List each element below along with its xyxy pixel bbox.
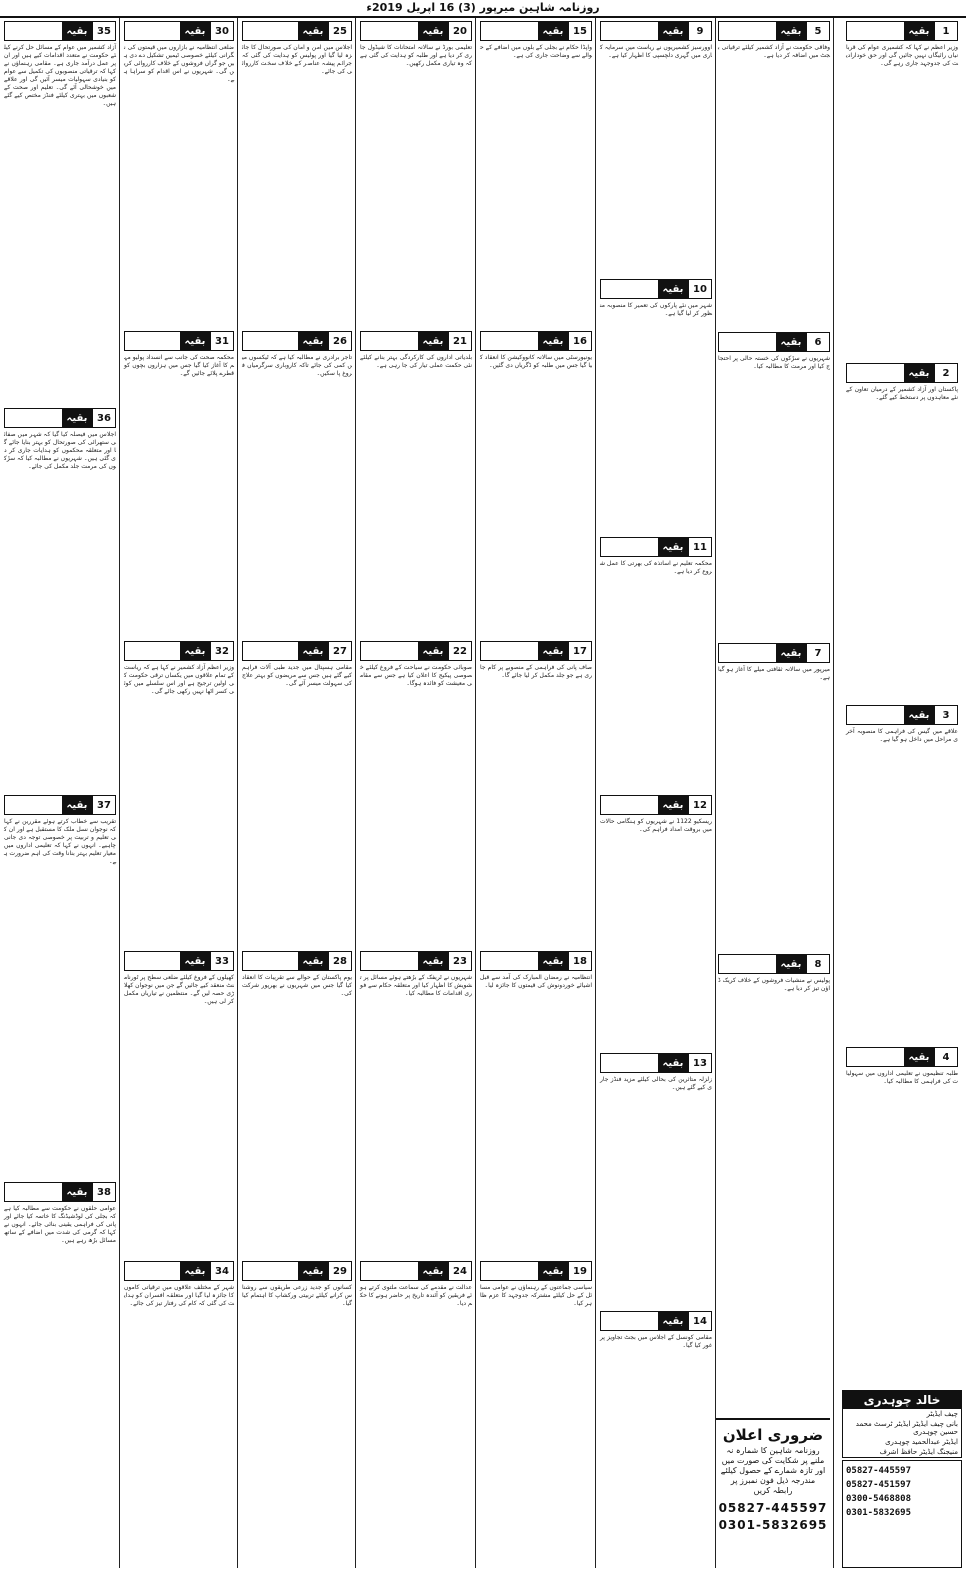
- tag-fill: [361, 332, 418, 350]
- notice-title: ضروری اعلان: [722, 1426, 824, 1444]
- continuation-label: بقیہ: [904, 706, 934, 724]
- continuation-label: بقیہ: [62, 409, 92, 427]
- item-number: 3: [934, 706, 957, 724]
- tag-fill: [481, 22, 538, 40]
- news-item: [358, 1258, 474, 1568]
- continuation-label: بقیہ: [298, 642, 328, 660]
- editor-box: [842, 1390, 962, 1458]
- item-number: 23: [448, 952, 471, 970]
- continuation-tag: [718, 643, 830, 663]
- tag-fill: [719, 644, 776, 662]
- article-text: اجلاس میں فیصلہ کیا گیا کہ شہر میں صفائی ستھرائی کی صورتحال کو بہتر بنایا جائے گا اور متعلقہ محکموں کو ہدایات جاری کر دی گئی ہیں۔ شہریوں نے مطالبہ کیا کہ سڑکوں کی مرمت جلد مکمل کی جائے۔: [4, 431, 116, 470]
- item-number: 26: [328, 332, 351, 350]
- item-number: 33: [210, 952, 233, 970]
- column-rule: [237, 18, 238, 1568]
- founder-line: بانی چیف ایڈیٹر ایڈیٹر ٹرسٹ محمد حسین چوہدری: [855, 1420, 958, 1436]
- item-number: 15: [568, 22, 591, 40]
- news-item: [478, 328, 594, 638]
- item-number: 28: [328, 952, 351, 970]
- continuation-tag: [480, 1261, 592, 1281]
- continuation-label: بقیہ: [298, 22, 328, 40]
- tag-fill: [361, 642, 418, 660]
- continuation-label: بقیہ: [776, 333, 806, 351]
- article-text: مقامی کونسل کے اجلاس میں بجٹ تجاویز پر غور کیا گیا۔: [600, 1334, 712, 1349]
- continuation-label: بقیہ: [658, 796, 688, 814]
- article-text: وزیر اعظم آزاد کشمیر نے کہا ہے کہ ریاست کے تمام علاقوں میں یکساں ترقی حکومت کی اولین ترجیح ہے اور اس سلسلے میں کوئی کسر اٹھا نہیں رکھی جائے گی۔: [123, 664, 234, 695]
- news-item: [240, 1258, 354, 1568]
- item-number: 14: [688, 1312, 711, 1330]
- continuation-tag: [846, 1047, 958, 1067]
- item-number: 7: [806, 644, 829, 662]
- tag-fill: [847, 22, 904, 40]
- news-item: [478, 638, 594, 948]
- continuation-label: بقیہ: [298, 1262, 328, 1280]
- item-number: 18: [568, 952, 591, 970]
- news-item: [716, 329, 832, 640]
- item-number: 16: [568, 332, 591, 350]
- continuation-label: بقیہ: [776, 22, 806, 40]
- news-item: [844, 702, 960, 1044]
- chief-editor-label: چیف ایڈیٹر: [926, 1410, 958, 1418]
- news-item: [2, 792, 118, 1179]
- continuation-tag: [600, 795, 712, 815]
- article-text: صوبائی حکومت نے سیاحت کے فروغ کیلئے خصوصی پیکیج کا اعلان کیا ہے جس سے مقامی معیشت کو فائدہ ہوگا۔: [360, 664, 472, 687]
- article-text: محکمہ صحت کی جانب سے انسداد پولیو مہم کا آغاز کیا گیا جس میں ہزاروں بچوں کو قطرے پلائے جائیں گے۔: [124, 354, 234, 377]
- item-number: 13: [688, 1054, 711, 1072]
- continuation-label: بقیہ: [658, 280, 688, 298]
- news-column: [842, 18, 962, 1386]
- item-number: 30: [210, 22, 233, 40]
- continuation-tag: [600, 21, 712, 41]
- article-text: انتظامیہ نے رمضان المبارک کی آمد سے قبل اشیائے خوردونوش کی قیمتوں کا جائزہ لیا۔: [480, 974, 592, 989]
- news-item: [844, 360, 960, 702]
- article-text: زلزلہ متاثرین کی بحالی کیلئے مزید فنڈز جاری کیے گئے ہیں۔: [600, 1076, 712, 1091]
- item-number: 5: [806, 22, 829, 40]
- item-number: 24: [448, 1262, 471, 1280]
- item-number: 25: [328, 22, 351, 40]
- continuation-tag: [846, 363, 958, 383]
- tag-fill: [847, 1048, 904, 1066]
- continuation-tag: [360, 951, 472, 971]
- item-number: 1: [934, 22, 957, 40]
- news-item: [598, 18, 714, 276]
- continuation-label: بقیہ: [904, 22, 934, 40]
- tag-fill: [361, 22, 418, 40]
- news-item: [240, 328, 354, 638]
- continuation-label: بقیہ: [658, 538, 688, 556]
- news-item: [478, 18, 594, 328]
- news-item: [478, 948, 594, 1258]
- continuation-tag: [480, 951, 592, 971]
- item-number: 21: [448, 332, 471, 350]
- continuation-label: بقیہ: [658, 22, 688, 40]
- notice-phone: 0301-5832695: [718, 1518, 828, 1532]
- continuation-tag: [4, 408, 116, 428]
- continuation-tag: [360, 331, 472, 351]
- continuation-tag: [718, 21, 830, 41]
- continuation-tag: [242, 951, 352, 971]
- continuation-label: بقیہ: [658, 1054, 688, 1072]
- article-text: شہریوں نے سڑکوں کی خستہ حالی پر احتجاج کیا اور مرمت کا مطالبہ کیا۔: [718, 355, 830, 370]
- article-text: واپڈا حکام نے بجلی کے بلوں میں اضافے کے حوالے سے وضاحت جاری کی ہے۔: [480, 44, 592, 59]
- phone-list: [842, 1460, 962, 1568]
- continuation-tag: [124, 951, 234, 971]
- item-number: 31: [210, 332, 233, 350]
- tag-fill: [5, 1183, 62, 1201]
- news-item: [122, 328, 236, 638]
- tag-fill: [481, 1262, 538, 1280]
- news-column: [240, 18, 354, 1568]
- item-number: 4: [934, 1048, 957, 1066]
- news-column: [716, 18, 832, 1568]
- continuation-label: بقیہ: [904, 1048, 934, 1066]
- news-item: [598, 276, 714, 534]
- continuation-label: بقیہ: [62, 796, 92, 814]
- continuation-tag: [4, 795, 116, 815]
- tag-fill: [481, 332, 538, 350]
- continuation-tag: [4, 1182, 116, 1202]
- continuation-label: بقیہ: [538, 1262, 568, 1280]
- item-number: 11: [688, 538, 711, 556]
- continuation-label: بقیہ: [418, 1262, 448, 1280]
- notice-phone: 05827-445597: [718, 1501, 828, 1515]
- column-rule: [833, 18, 834, 1568]
- news-item: [240, 18, 354, 328]
- continuation-tag: [480, 331, 592, 351]
- news-item: [2, 18, 118, 405]
- continuation-tag: [718, 332, 830, 352]
- news-item: [2, 1179, 118, 1566]
- continuation-tag: [600, 1311, 712, 1331]
- news-item: [844, 1044, 960, 1386]
- continuation-label: بقیہ: [180, 1262, 210, 1280]
- article-text: عوامی حلقوں نے حکومت سے مطالبہ کیا ہے کہ بجلی کی لوڈشیڈنگ کا خاتمہ کیا جائے اور پانی کی فراہمی یقینی بنائی جائے۔ انہوں نے کہا کہ گرمی کی شدت میں اضافے کے ساتھ مسائل بڑھ رہے ہیں۔: [4, 1205, 116, 1244]
- continuation-label: بقیہ: [298, 952, 328, 970]
- article-text: یوم پاکستان کے حوالے سے تقریبات کا انعقاد کیا گیا جس میں شہریوں نے بھرپور شرکت کی۔: [242, 974, 352, 997]
- continuation-label: بقیہ: [538, 332, 568, 350]
- article-text: ریسکیو 1122 نے شہریوں کو ہنگامی حالات میں بروقت امداد فراہم کی۔: [600, 818, 712, 833]
- column-rule: [475, 18, 476, 1568]
- article-text: وزیر اعظم نے کہا کہ کشمیری عوام کی قربانیاں رائیگاں نہیں جائیں گی اور حق خودارادیت کی جدوجہد جاری رہے گی۔: [846, 44, 958, 67]
- news-item: [716, 640, 832, 951]
- news-item: [598, 1050, 714, 1308]
- tag-fill: [601, 22, 658, 40]
- column-rule: [355, 18, 356, 1568]
- tag-fill: [125, 332, 180, 350]
- article-text: تاجر برادری نے مطالبہ کیا ہے کہ ٹیکسوں میں کمی کی جائے تاکہ کاروباری سرگرمیاں فروغ پا سکیں۔: [242, 354, 352, 377]
- article-text: آزاد کشمیر میں عوام کے مسائل حل کرنے کیلئے حکومت نے متعدد اقدامات کیے ہیں اور ان پر عمل درآمد جاری ہے۔ مقامی رہنماؤں نے کہا کہ ترقیاتی منصوبوں کی تکمیل سے عوام کو بنیادی سہولیات میسر آئیں گی اور علاقے میں خوشحالی آئے گی۔ تعلیم اور صحت کے شعبوں میں بہتری کیلئے فنڈز مختص کیے گئے ہیں۔: [4, 44, 116, 107]
- continuation-label: بقیہ: [658, 1312, 688, 1330]
- masthead: روزنامہ شاہین میرپور (3) 16 اپریل 2019ء: [0, 0, 966, 18]
- continuation-label: بقیہ: [904, 364, 934, 382]
- item-number: 35: [92, 22, 115, 40]
- news-item: [2, 405, 118, 792]
- continuation-tag: [480, 21, 592, 41]
- item-number: 19: [568, 1262, 591, 1280]
- notice-body: روزنامہ شاہین کا شمارہ نہ ملنے پر شکایت کی صورت میں اور تازہ شمارے کے حصول کیلئے مندرجہ ذیل فون نمبرز پر رابطہ کریں: [720, 1446, 826, 1495]
- item-number: 9: [688, 22, 711, 40]
- article-text: شہریوں نے ٹریفک کے بڑھتے ہوئے مسائل پر تشویش کا اظہار کیا اور متعلقہ حکام سے فوری اقدامات کا مطالبہ کیا۔: [360, 974, 472, 997]
- continuation-label: بقیہ: [418, 332, 448, 350]
- tag-fill: [243, 642, 298, 660]
- column-rule: [595, 18, 596, 1568]
- continuation-label: بقیہ: [180, 952, 210, 970]
- item-number: 29: [328, 1262, 351, 1280]
- continuation-tag: [718, 954, 830, 974]
- tag-fill: [481, 642, 538, 660]
- tag-fill: [125, 1262, 180, 1280]
- continuation-tag: [360, 21, 472, 41]
- article-text: علاقے میں گیس کی فراہمی کا منصوبہ آخری مراحل میں داخل ہو گیا ہے۔: [846, 728, 958, 743]
- article-text: وفاقی حکومت نے آزاد کشمیر کیلئے ترقیاتی بجٹ میں اضافہ کر دیا ہے۔: [718, 44, 830, 59]
- continuation-tag: [124, 331, 234, 351]
- item-number: 17: [568, 642, 591, 660]
- phone-number: 05827-451597: [846, 1480, 912, 1490]
- news-item: [122, 638, 236, 948]
- item-number: 32: [210, 642, 233, 660]
- article-text: ضلعی انتظامیہ نے بازاروں میں قیمتوں کی نگرانی کیلئے خصوصی ٹیمیں تشکیل دے دی ہیں جو گراں فروشوں کے خلاف کارروائی کریں گی۔ شہریوں نے اس اقدام کو سراہا ہے۔: [124, 44, 234, 83]
- news-item: [358, 638, 474, 948]
- news-column: [478, 18, 594, 1568]
- continuation-label: بقیہ: [62, 1183, 92, 1201]
- continuation-tag: [242, 331, 352, 351]
- article-text: اجلاس میں امن و امان کی صورتحال کا جائزہ لیا گیا اور پولیس کو ہدایت کی گئی کہ جرائم پیشہ عناصر کے خلاف سخت کارروائی کی جائے۔: [242, 44, 352, 75]
- phone-number: 05827-445597: [846, 1466, 912, 1476]
- article-text: صاف پانی کی فراہمی کے منصوبے پر کام جاری ہے جو جلد مکمل کر لیا جائے گا۔: [480, 664, 592, 679]
- item-number: 22: [448, 642, 471, 660]
- continuation-label: بقیہ: [538, 642, 568, 660]
- tag-fill: [719, 22, 776, 40]
- item-number: 10: [688, 280, 711, 298]
- tag-fill: [601, 1054, 658, 1072]
- tag-fill: [361, 952, 418, 970]
- article-text: بلدیاتی اداروں کی کارکردگی بہتر بنانے کیلئے نئی حکمت عملی تیار کی جا رہی ہے۔: [360, 354, 472, 369]
- article-text: طلبہ تنظیموں نے تعلیمی اداروں میں سہولیات کی فراہمی کا مطالبہ کیا۔: [846, 1070, 958, 1085]
- news-item: [716, 951, 832, 1262]
- news-item: [478, 1258, 594, 1568]
- news-column: [2, 18, 118, 1568]
- tag-fill: [125, 642, 180, 660]
- item-number: 38: [92, 1183, 115, 1201]
- tag-fill: [719, 955, 776, 973]
- tag-fill: [5, 409, 62, 427]
- tag-fill: [601, 1312, 658, 1330]
- article-text: پولیس نے منشیات فروشوں کے خلاف کریک ڈاؤن تیز کر دیا ہے۔: [718, 977, 830, 992]
- notice-box: [716, 1418, 830, 1568]
- phone-number: 0300-5468808: [846, 1494, 912, 1504]
- news-item: [598, 534, 714, 792]
- continuation-label: بقیہ: [418, 642, 448, 660]
- tag-fill: [601, 538, 658, 556]
- tag-fill: [243, 22, 298, 40]
- news-item: [598, 1308, 714, 1566]
- continuation-label: بقیہ: [180, 332, 210, 350]
- news-column: [598, 18, 714, 1568]
- tag-fill: [847, 364, 904, 382]
- continuation-tag: [360, 641, 472, 661]
- tag-fill: [847, 706, 904, 724]
- article-text: تعلیمی بورڈ نے سالانہ امتحانات کا شیڈول جاری کر دیا ہے اور طلبہ کو ہدایت کی گئی ہے کہ وہ تیاری مکمل رکھیں۔: [360, 44, 472, 67]
- continuation-label: بقیہ: [180, 642, 210, 660]
- news-item: [598, 792, 714, 1050]
- continuation-tag: [600, 537, 712, 557]
- article-text: پاکستان اور آزاد کشمیر کے درمیان تعاون کے نئے معاہدوں پر دستخط کیے گئے۔: [846, 386, 958, 401]
- managing-editor-line: منیجنگ ایڈیٹر حافظ اشرف: [879, 1448, 958, 1456]
- news-item: [122, 948, 236, 1258]
- tag-fill: [243, 1262, 298, 1280]
- tag-fill: [5, 796, 62, 814]
- tag-fill: [361, 1262, 418, 1280]
- continuation-tag: [124, 1261, 234, 1281]
- continuation-tag: [242, 21, 352, 41]
- continuation-label: بقیہ: [298, 332, 328, 350]
- article-text: شہر کے مختلف علاقوں میں ترقیاتی کاموں کا جائزہ لیا گیا اور متعلقہ افسران کو ہدایت کی گئی کہ کام کی رفتار تیز کی جائے۔: [124, 1284, 234, 1307]
- tag-fill: [125, 952, 180, 970]
- article-text: یونیورسٹی میں سالانہ کانووکیشن کا انعقاد کیا گیا جس میں طلبہ کو ڈگریاں دی گئیں۔: [480, 354, 592, 369]
- tag-fill: [601, 796, 658, 814]
- continuation-tag: [600, 1053, 712, 1073]
- continuation-label: بقیہ: [418, 22, 448, 40]
- continuation-label: بقیہ: [62, 22, 92, 40]
- continuation-label: بقیہ: [776, 644, 806, 662]
- tag-fill: [125, 22, 180, 40]
- continuation-tag: [846, 705, 958, 725]
- article-text: میرپور میں سالانہ ثقافتی میلے کا آغاز ہو گیا ہے۔: [718, 666, 830, 681]
- tag-fill: [481, 952, 538, 970]
- news-column: [122, 18, 236, 1568]
- continuation-label: بقیہ: [776, 955, 806, 973]
- item-number: 27: [328, 642, 351, 660]
- item-number: 20: [448, 22, 471, 40]
- tag-fill: [243, 952, 298, 970]
- item-number: 2: [934, 364, 957, 382]
- continuation-label: بقیہ: [418, 952, 448, 970]
- phone-number: 0301-5832695: [846, 1508, 912, 1518]
- continuation-label: بقیہ: [180, 22, 210, 40]
- article-text: محکمہ تعلیم نے اساتذہ کی بھرتی کا عمل شروع کر دیا ہے۔: [600, 560, 712, 575]
- item-number: 12: [688, 796, 711, 814]
- article-text: اوورسیز کشمیریوں نے ریاست میں سرمایہ کاری میں گہری دلچسپی کا اظہار کیا ہے۔: [600, 44, 712, 59]
- continuation-tag: [242, 641, 352, 661]
- article-text: سیاسی جماعتوں کے رہنماؤں نے عوامی مسائل کے حل کیلئے مشترکہ جدوجہد کا عزم ظاہر کیا۔: [480, 1284, 592, 1307]
- continuation-tag: [360, 1261, 472, 1281]
- article-text: عدالت نے مقدمے کی سماعت ملتوی کرتے ہوئے فریقین کو آئندہ تاریخ پر حاضر ہونے کا حکم دیا۔: [360, 1284, 472, 1307]
- tag-fill: [5, 22, 62, 40]
- tag-fill: [601, 280, 658, 298]
- continuation-tag: [600, 279, 712, 299]
- news-item: [122, 18, 236, 328]
- article-text: شہر میں نئے پارکوں کی تعمیر کا منصوبہ منظور کر لیا گیا ہے۔: [600, 302, 712, 317]
- news-item: [240, 948, 354, 1258]
- continuation-tag: [480, 641, 592, 661]
- tag-fill: [719, 333, 776, 351]
- continuation-tag: [242, 1261, 352, 1281]
- article-text: تقریب سے خطاب کرتے ہوئے مقررین نے کہا کہ نوجوان نسل ملک کا مستقبل ہے اور ان کی تعلیم و تربیت پر خصوصی توجہ دی جانی چاہیے۔ انہوں نے کہا کہ تعلیمی اداروں میں معیار تعلیم بہتر بنانا وقت کی اہم ضرورت ہے۔: [4, 818, 116, 865]
- news-item: [844, 18, 960, 360]
- item-number: 36: [92, 409, 115, 427]
- article-text: مقامی ہسپتال میں جدید طبی آلات فراہم کیے گئے ہیں جس سے مریضوں کو بہتر علاج کی سہولت میسر آئے گی۔: [242, 664, 352, 687]
- news-item: [358, 328, 474, 638]
- continuation-tag: [124, 21, 234, 41]
- chief-editor-name: خالد چوہدری: [843, 1391, 961, 1409]
- continuation-tag: [4, 21, 116, 41]
- article-text: کسانوں کو جدید زرعی طریقوں سے روشناس کرانے کیلئے تربیتی ورکشاپ کا اہتمام کیا گیا۔: [242, 1284, 352, 1307]
- item-number: 6: [806, 333, 829, 351]
- continuation-tag: [846, 21, 958, 41]
- column-rule: [119, 18, 120, 1568]
- article-text: کھیلوں کے فروغ کیلئے ضلعی سطح پر ٹورنامنٹ منعقد کیے جائیں گے جن میں نوجوان کھلاڑی حصہ لیں گے۔ منتظمین نے تیاریاں مکمل کر لی ہیں۔: [124, 974, 234, 1005]
- news-item: [122, 1258, 236, 1568]
- item-number: 37: [92, 796, 115, 814]
- continuation-label: بقیہ: [538, 952, 568, 970]
- continuation-label: بقیہ: [538, 22, 568, 40]
- editor-line: ایڈیٹر عبدالحمید چوہدری: [885, 1438, 958, 1446]
- news-item: [716, 18, 832, 329]
- news-item: [358, 18, 474, 328]
- news-column: [358, 18, 474, 1568]
- news-item: [358, 948, 474, 1258]
- item-number: 34: [210, 1262, 233, 1280]
- news-item: [240, 638, 354, 948]
- continuation-tag: [124, 641, 234, 661]
- tag-fill: [243, 332, 298, 350]
- item-number: 8: [806, 955, 829, 973]
